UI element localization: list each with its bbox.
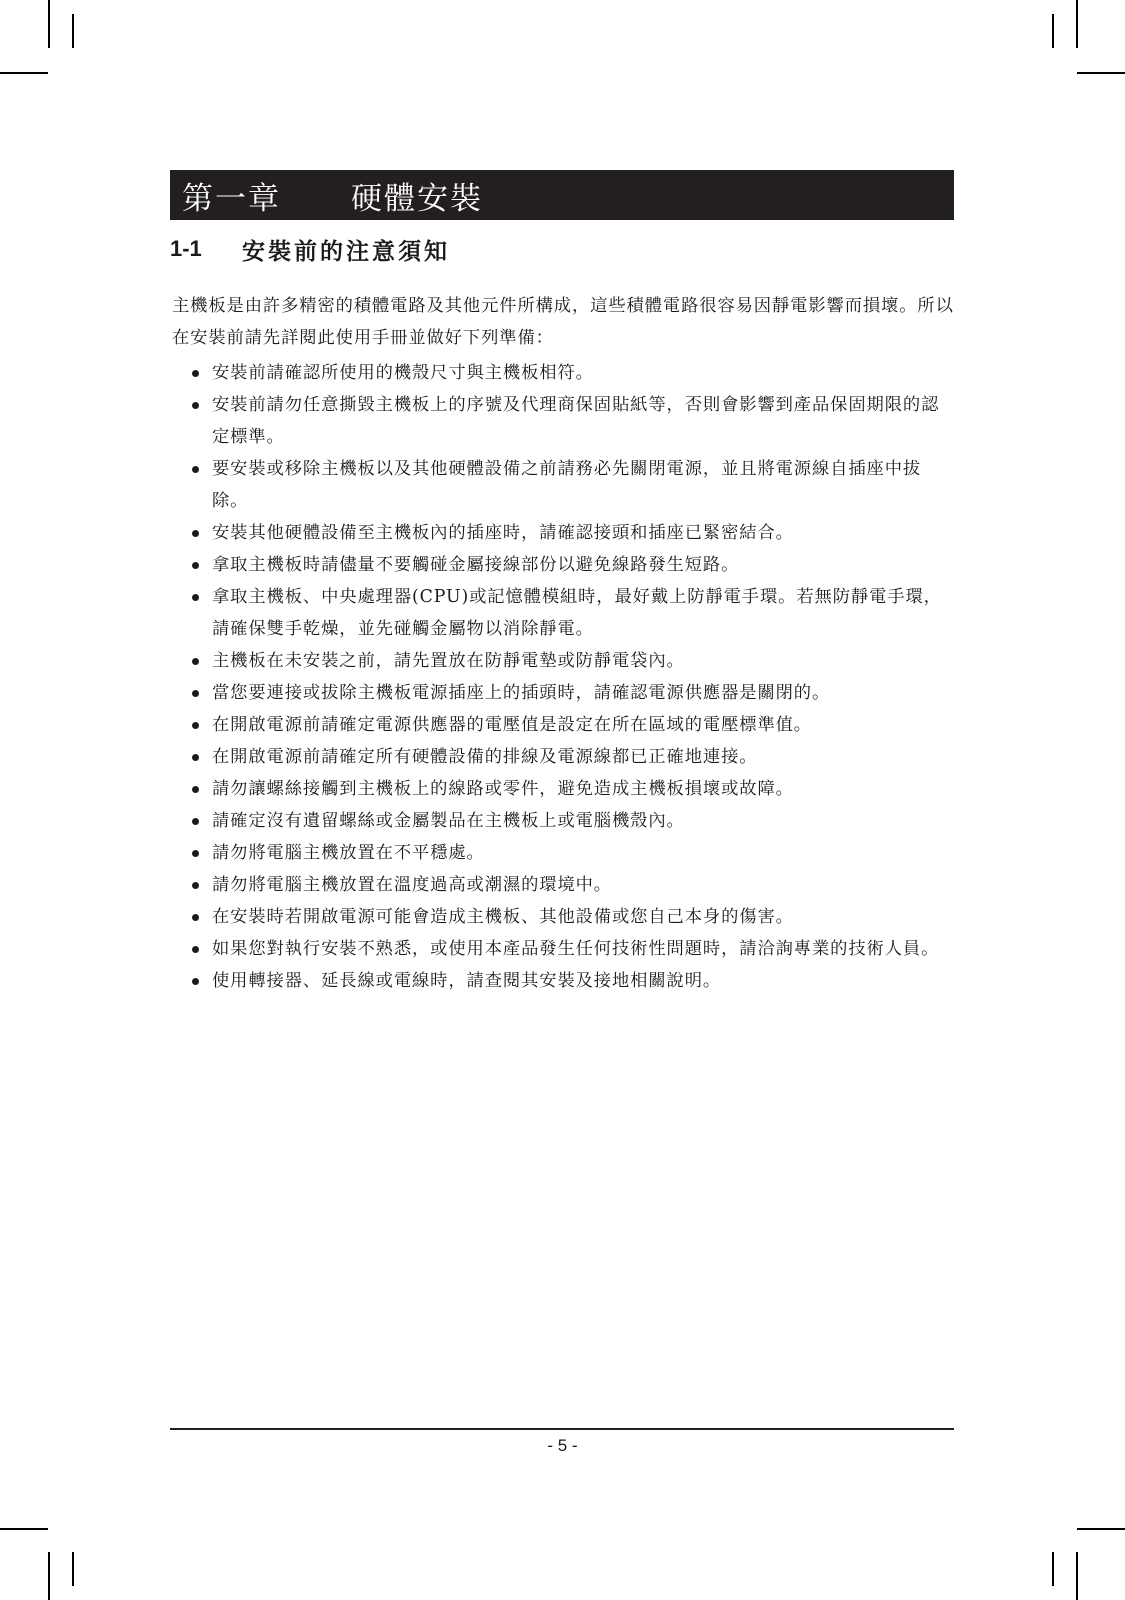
bullet-icon [192,754,199,761]
list-item-text: 請勿將電腦主機放置在不平穩處。 [212,843,485,863]
crop-mark [0,1528,48,1530]
bullet-icon [192,882,199,889]
list-item [172,869,954,901]
intro-paragraph: 主機板是由許多精密的積體電路及其他元件所構成，這些積體電路很容易因靜電影響而損壞。所以在安裝前請先詳閱此使用手冊並做好下列準備： [172,296,954,348]
crop-mark [0,72,48,74]
list-item [172,645,954,677]
list-item [172,581,954,645]
list-item-text: 使用轉接器、延長線或電線時，請查閱其安裝及接地相關說明。 [212,971,722,991]
list-item [172,677,954,709]
crop-mark [1052,1552,1054,1586]
bullet-icon [192,722,199,729]
list-item [172,709,954,741]
list-item [172,549,954,581]
list-item-text: 安裝前請確認所使用的機殼尺寸與主機板相符。 [212,363,594,383]
list-item [172,837,954,869]
section-title: 安裝前的注意須知 [242,237,450,265]
bullet-icon [192,850,199,857]
list-item-text: 主機板在未安裝之前，請先置放在防靜電墊或防靜電袋內。 [212,651,685,671]
crop-mark [72,14,74,48]
list-item-text: 在安裝時若開啟電源可能會造成主機板、其他設備或您自己本身的傷害。 [212,907,794,927]
crop-mark [72,1552,74,1586]
chapter-label: 第一章 [182,180,281,217]
page-number: - 5 - [547,1436,578,1455]
crop-mark [1076,1552,1078,1600]
crop-mark [1077,1528,1125,1530]
bullet-icon [192,946,199,953]
bullet-icon [192,370,199,377]
list-item [172,357,954,389]
crop-mark [1077,72,1125,74]
list-item [172,901,954,933]
bullet-icon [192,818,199,825]
list-item [172,389,954,453]
bullet-icon [192,466,199,473]
list-item [172,453,954,517]
footer-rule [170,1428,954,1430]
bullet-icon [192,786,199,793]
list-item-text: 請確定沒有遺留螺絲或金屬製品在主機板上或電腦機殼內。 [212,811,685,831]
crop-mark [48,0,50,48]
list-item [172,517,954,549]
list-item-text: 拿取主機板時請儘量不要觸碰金屬接線部份以避免線路發生短路。 [212,555,740,575]
bullet-icon [192,658,199,665]
bullet-icon [192,402,199,409]
bullet-icon [192,530,199,537]
bullet-icon [192,914,199,921]
crop-mark [48,1552,50,1600]
list-item-text: 拿取主機板、中央處理器(CPU)或記憶體模組時，最好戴上防靜電手環。若無防靜電手環，請確保雙手乾燥，並先碰觸金屬物以消除靜電。 [212,587,942,639]
list-item-text: 當您要連接或拔除主機板電源插座上的插頭時，請確認電源供應器是關閉的。 [212,683,831,703]
list-item [172,741,954,773]
list-item [172,773,954,805]
crop-mark [1052,14,1054,48]
section-heading [170,232,450,266]
bullet-icon [192,594,199,601]
chapter-header [170,170,954,220]
list-item-text: 請勿讓螺絲接觸到主機板上的線路或零件，避免造成主機板損壞或故障。 [212,779,794,799]
list-item [172,933,954,965]
list-item [172,805,954,837]
bullet-icon [192,690,199,697]
list-item-text: 在開啟電源前請確定電源供應器的電壓值是設定在所在區域的電壓標準值。 [212,715,812,735]
list-item-text: 如果您對執行安裝不熟悉，或使用本產品發生任何技術性問題時，請洽詢專業的技術人員。 [212,939,940,959]
precautions-list [172,357,954,997]
list-item-text: 安裝前請勿任意撕毀主機板上的序號及代理商保固貼紙等，否則會影響到產品保固期限的認定標準。 [212,395,940,447]
list-item-text: 安裝其他硬體設備至主機板內的插座時，請確認接頭和插座已緊密結合。 [212,523,794,543]
section-number: 1-1 [170,236,202,261]
bullet-icon [192,978,199,985]
list-item-text: 要安裝或移除主機板以及其他硬體設備之前請務必先關閉電源，並且將電源線自插座中拔除。 [212,459,922,511]
crop-mark [1076,0,1078,48]
list-item-text: 在開啟電源前請確定所有硬體設備的排線及電源線都已正確地連接。 [212,747,758,767]
list-item-text: 請勿將電腦主機放置在溫度過高或潮濕的環境中。 [212,875,612,895]
bullet-icon [192,562,199,569]
list-item [172,965,954,997]
chapter-title: 硬體安裝 [351,180,483,217]
